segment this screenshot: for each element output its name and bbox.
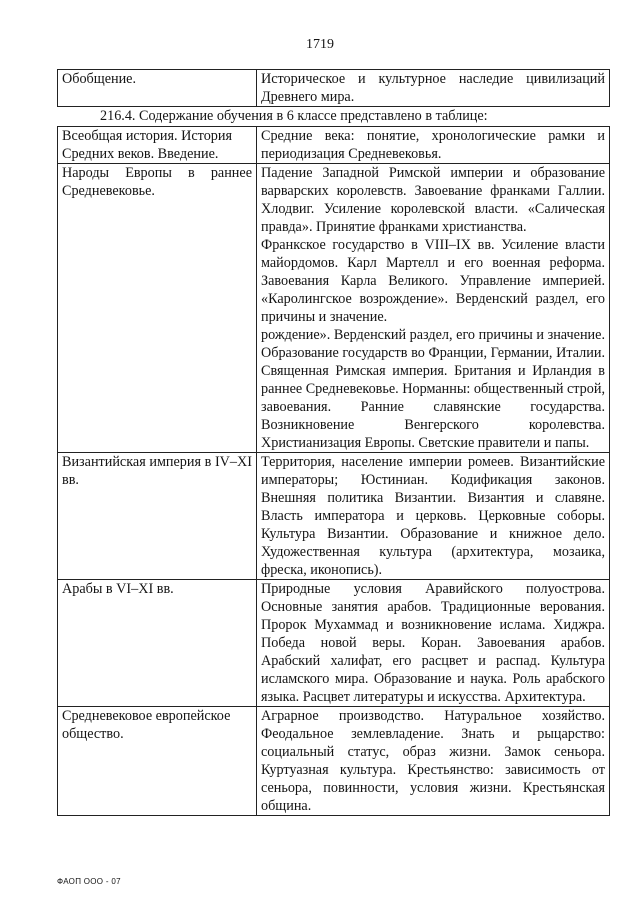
table-row (58, 127, 610, 164)
summary-table (57, 69, 610, 107)
content-paragraph: Падение Западной Римской империи и образование варварских королевств. Завоевание франками Галлии. Хлодвиг. Усиление королевской власти. «Салическая правда». Принятие франками христианства. (261, 165, 605, 235)
table-row (58, 453, 610, 580)
document-code-footer: ФАОП ООО - 07 (57, 877, 121, 886)
content-paragraph: рождение». Верденский раздел, его причины и значение. Образование государств во Франции, Германии, Италии. Священная Римская империя. Британия и Ирландия в раннее Средневековье. Норманны: общественный строй, завоевания. Ранние славянские государства. Возникновение Венгерского королевства. Христианизация Европы. Светские правители и папы. (261, 327, 605, 451)
table-row (58, 70, 610, 107)
topic-cell: Средневековое европейское общество. (58, 707, 257, 816)
content-paragraph: Франкское государство в VIII–IX вв. Усиление власти майордомов. Карл Мартелл и его военная реформа. Завоевания Карла Великого. Управление империей. «Каролингское возрождение». Верденский раздел, его причины и значение. (261, 237, 605, 325)
content-cell (257, 127, 610, 164)
content-cell (257, 164, 610, 453)
page-number: 1719 (306, 37, 334, 52)
topic-cell: Обобщение. (58, 70, 257, 107)
content-cell (257, 707, 610, 816)
content-cell: Историческое и культурное наследие цивилизаций Древнего мира. (257, 70, 610, 107)
content-paragraph: Природные условия Аравийского полуострова. Основные занятия арабов. Традиционные верования. Пророк Мухаммад и возникновение ислама. Хиджра. Победа новой веры. Коран. Завоевания арабов. Арабский халифат, его расцвет и распад. Культура исламского мира. Образование и наука. Роль арабского языка. Расцвет литературы и искусства. Архитектура. (261, 581, 605, 705)
section-heading: 216.4. Содержание обучения в 6 классе представлено в таблице: (100, 108, 488, 124)
topic-cell: Народы Европы в раннее Средневековье. (58, 164, 257, 453)
topic-cell: Арабы в VI–XI вв. (58, 580, 257, 707)
topic-cell: Византийская империя в IV–XI вв. (58, 453, 257, 580)
content-paragraph: Территория, население империи ромеев. Византийские императоры; Юстиниан. Кодификация законов. Внешняя политика Византии. Византия и славяне. Власть императора и церковь. Церковные соборы. Культура Византии. Образование и книжное дело. Художественная культура (архитектура, мозаика, фреска, иконопись). (261, 454, 605, 578)
curriculum-table (57, 126, 610, 816)
table-row (58, 707, 610, 816)
content-paragraph: Аграрное производство. Натуральное хозяйство. Феодальное землевладение. Знать и рыцарство: социальный статус, образ жизни. Замок сеньора. Куртуазная культура. Крестьянство: зависимость от сеньора, повинности, условия жизни. Крестьянская община. (261, 708, 605, 814)
table-row (58, 580, 610, 707)
content-cell (257, 580, 610, 707)
topic-cell: Всеобщая история. История Средних веков. Введение. (58, 127, 257, 164)
content-paragraph: Средние века: понятие, хронологические рамки и периодизация Средневековья. (261, 128, 605, 162)
table-row (58, 164, 610, 453)
content-cell (257, 453, 610, 580)
